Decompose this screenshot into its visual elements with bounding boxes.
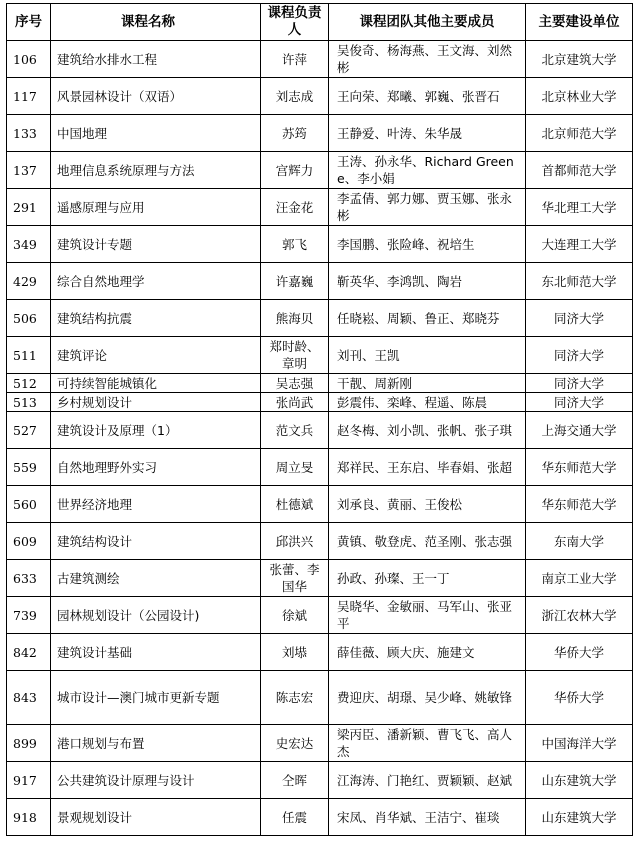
- cell-id: 633: [7, 560, 51, 597]
- table-row: [7, 78, 633, 115]
- table-row: [7, 393, 633, 412]
- header-course-lead: 课程负责人: [261, 4, 329, 41]
- cell-team-members: 王静爱、叶涛、朱华晟: [329, 115, 526, 152]
- cell-team-members: 江海涛、门艳红、贾颖颖、赵斌: [329, 762, 526, 799]
- cell-id: 918: [7, 799, 51, 836]
- cell-course-lead: 刘塨: [261, 634, 329, 671]
- cell-course-name: 古建筑测绘: [51, 560, 261, 597]
- cell-course-lead: 范文兵: [261, 412, 329, 449]
- table-row: [7, 412, 633, 449]
- cell-unit: 华侨大学: [526, 634, 633, 671]
- cell-unit: 东北师范大学: [526, 263, 633, 300]
- table-row: [7, 523, 633, 560]
- cell-course-name: 建筑结构设计: [51, 523, 261, 560]
- cell-team-members: 靳英华、李鸿凯、陶岩: [329, 263, 526, 300]
- cell-course-lead: 邱洪兴: [261, 523, 329, 560]
- cell-course-name: 中国地理: [51, 115, 261, 152]
- cell-unit: 北京师范大学: [526, 115, 633, 152]
- cell-course-lead: 许萍: [261, 41, 329, 78]
- cell-id: 137: [7, 152, 51, 189]
- cell-id: 117: [7, 78, 51, 115]
- cell-id: 560: [7, 486, 51, 523]
- cell-course-name: 城市设计—澳门城市更新专题: [51, 671, 261, 725]
- cell-course-lead: 郑时龄、章明: [261, 337, 329, 374]
- cell-team-members: 彭震伟、栾峰、程遥、陈晨: [329, 393, 526, 412]
- table-row: [7, 300, 633, 337]
- cell-unit: 同济大学: [526, 300, 633, 337]
- table-row: [7, 597, 633, 634]
- cell-id: 291: [7, 189, 51, 226]
- table-header-row: [7, 4, 633, 41]
- cell-unit: 同济大学: [526, 337, 633, 374]
- cell-id: 899: [7, 725, 51, 762]
- cell-course-lead: 史宏达: [261, 725, 329, 762]
- cell-team-members: 干靓、周新刚: [329, 374, 526, 393]
- cell-team-members: 黄镇、敬登虎、范圣刚、张志强: [329, 523, 526, 560]
- cell-id: 843: [7, 671, 51, 725]
- cell-team-members: 李国鹏、张险峰、祝培生: [329, 226, 526, 263]
- cell-unit: 山东建筑大学: [526, 762, 633, 799]
- cell-id: 842: [7, 634, 51, 671]
- header-team-members: 课程团队其他主要成员: [329, 4, 526, 41]
- cell-course-name: 建筑给水排水工程: [51, 41, 261, 78]
- cell-team-members: 吴晓华、金敏丽、马军山、张亚平: [329, 597, 526, 634]
- table-row: [7, 799, 633, 836]
- cell-unit: 东南大学: [526, 523, 633, 560]
- cell-course-name: 建筑设计基础: [51, 634, 261, 671]
- cell-course-lead: 刘志成: [261, 78, 329, 115]
- cell-unit: 首都师范大学: [526, 152, 633, 189]
- table-row: [7, 634, 633, 671]
- cell-unit: 山东建筑大学: [526, 799, 633, 836]
- cell-id: 133: [7, 115, 51, 152]
- table-row: [7, 337, 633, 374]
- cell-course-lead: 熊海贝: [261, 300, 329, 337]
- cell-course-lead: 张尚武: [261, 393, 329, 412]
- table-row: [7, 115, 633, 152]
- cell-team-members: 刘刊、王凯: [329, 337, 526, 374]
- cell-course-lead: 陈志宏: [261, 671, 329, 725]
- cell-course-lead: 许嘉巍: [261, 263, 329, 300]
- table-row: [7, 449, 633, 486]
- cell-unit: 大连理工大学: [526, 226, 633, 263]
- cell-course-lead: 仝晖: [261, 762, 329, 799]
- table-row: [7, 762, 633, 799]
- cell-course-name: 自然地理野外实习: [51, 449, 261, 486]
- cell-id: 609: [7, 523, 51, 560]
- cell-course-lead: 吴志强: [261, 374, 329, 393]
- table-row: [7, 263, 633, 300]
- table-row: [7, 152, 633, 189]
- cell-course-name: 综合自然地理学: [51, 263, 261, 300]
- cell-id: 559: [7, 449, 51, 486]
- cell-team-members: 梁丙臣、潘新颖、曹飞飞、高人杰: [329, 725, 526, 762]
- cell-course-name: 地理信息系统原理与方法: [51, 152, 261, 189]
- header-id: 序号: [7, 4, 51, 41]
- cell-unit: 北京林业大学: [526, 78, 633, 115]
- cell-id: 513: [7, 393, 51, 412]
- cell-team-members: 薛佳薇、顾大庆、施建文: [329, 634, 526, 671]
- cell-team-members: 宋凤、肖华斌、王洁宁、崔琰: [329, 799, 526, 836]
- table-row: [7, 560, 633, 597]
- cell-course-name: 园林规划设计（公园设计): [51, 597, 261, 634]
- cell-course-name: 港口规划与布置: [51, 725, 261, 762]
- cell-course-lead: 郭飞: [261, 226, 329, 263]
- header-unit: 主要建设单位: [526, 4, 633, 41]
- cell-course-lead: 汪金花: [261, 189, 329, 226]
- cell-unit: 华侨大学: [526, 671, 633, 725]
- cell-course-lead: 苏筠: [261, 115, 329, 152]
- cell-team-members: 任晓崧、周颖、鲁正、郑晓芬: [329, 300, 526, 337]
- table-body: [7, 41, 633, 836]
- cell-unit: 同济大学: [526, 393, 633, 412]
- cell-course-name: 建筑设计及原理（1）: [51, 412, 261, 449]
- cell-id: 527: [7, 412, 51, 449]
- cell-course-name: 风景园林设计（双语）: [51, 78, 261, 115]
- cell-course-name: 公共建筑设计原理与设计: [51, 762, 261, 799]
- table-row: [7, 725, 633, 762]
- cell-unit: 南京工业大学: [526, 560, 633, 597]
- cell-team-members: 费迎庆、胡璟、吴少峰、姚敏锋: [329, 671, 526, 725]
- cell-course-name: 世界经济地理: [51, 486, 261, 523]
- cell-team-members: 刘承良、黄丽、王俊松: [329, 486, 526, 523]
- cell-course-name: 可持续智能城镇化: [51, 374, 261, 393]
- header-course-name: 课程名称: [51, 4, 261, 41]
- table-row: [7, 41, 633, 78]
- table-row: [7, 671, 633, 725]
- cell-unit: 上海交通大学: [526, 412, 633, 449]
- course-table-container: [6, 3, 633, 836]
- cell-course-name: 遥感原理与应用: [51, 189, 261, 226]
- cell-course-name: 乡村规划设计: [51, 393, 261, 412]
- table-row: [7, 486, 633, 523]
- cell-unit: 华北理工大学: [526, 189, 633, 226]
- cell-unit: 北京建筑大学: [526, 41, 633, 78]
- cell-course-name: 建筑设计专题: [51, 226, 261, 263]
- cell-team-members: 孙政、孙璨、王一丁: [329, 560, 526, 597]
- cell-id: 106: [7, 41, 51, 78]
- table-row: [7, 374, 633, 393]
- course-table: [6, 3, 633, 836]
- cell-unit: 华东师范大学: [526, 486, 633, 523]
- cell-unit: 浙江农林大学: [526, 597, 633, 634]
- cell-team-members: 赵冬梅、刘小凯、张帆、张子琪: [329, 412, 526, 449]
- cell-id: 511: [7, 337, 51, 374]
- cell-team-members: 吴俊奇、杨海燕、王文海、刘然彬: [329, 41, 526, 78]
- cell-course-lead: 徐斌: [261, 597, 329, 634]
- cell-id: 917: [7, 762, 51, 799]
- cell-course-lead: 杜德斌: [261, 486, 329, 523]
- cell-id: 429: [7, 263, 51, 300]
- table-row: [7, 189, 633, 226]
- cell-unit: 华东师范大学: [526, 449, 633, 486]
- cell-unit: 同济大学: [526, 374, 633, 393]
- cell-id: 349: [7, 226, 51, 263]
- cell-id: 512: [7, 374, 51, 393]
- cell-id: 506: [7, 300, 51, 337]
- cell-course-lead: 任震: [261, 799, 329, 836]
- cell-course-name: 建筑结构抗震: [51, 300, 261, 337]
- cell-unit: 中国海洋大学: [526, 725, 633, 762]
- cell-team-members: 王涛、孙永华、Richard Greene、李小娟: [329, 152, 526, 189]
- cell-team-members: 王向荣、郑曦、郭巍、张晋石: [329, 78, 526, 115]
- table-row: [7, 226, 633, 263]
- cell-course-name: 建筑评论: [51, 337, 261, 374]
- cell-course-lead: 宫辉力: [261, 152, 329, 189]
- cell-id: 739: [7, 597, 51, 634]
- cell-team-members: 郑祥民、王东启、毕春娟、张超: [329, 449, 526, 486]
- cell-course-lead: 张蕾、李国华: [261, 560, 329, 597]
- cell-course-name: 景观规划设计: [51, 799, 261, 836]
- cell-course-lead: 周立旻: [261, 449, 329, 486]
- cell-team-members: 李孟倩、郭力娜、贾玉娜、张永彬: [329, 189, 526, 226]
